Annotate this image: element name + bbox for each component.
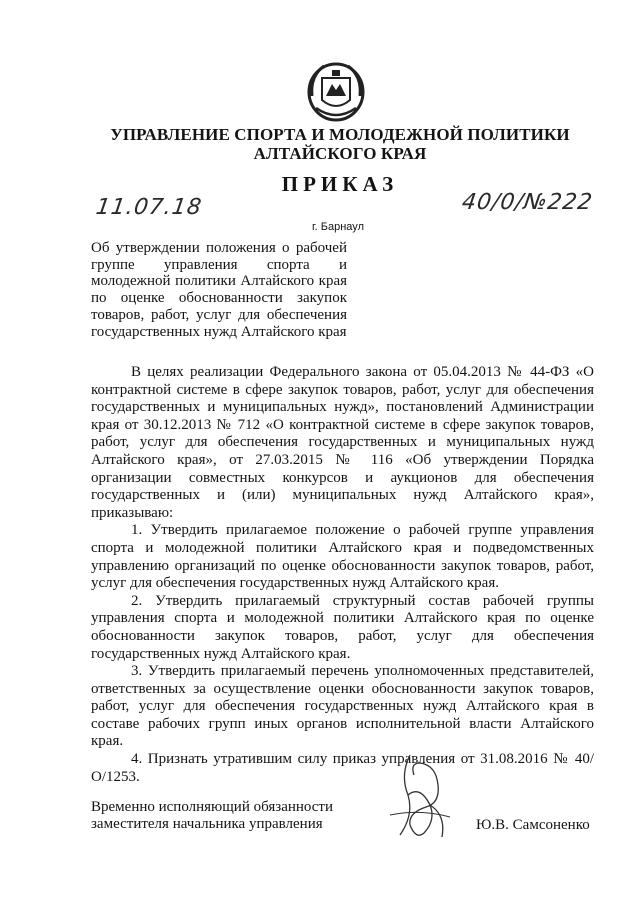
organization-name-line-1: УПРАВЛЕНИЕ СПОРТА И МОЛОДЕЖНОЙ ПОЛИТИКИ	[110, 125, 570, 144]
order-body	[91, 364, 594, 786]
order-item-3: 3. Утвердить прилагаемый перечень уполномоченных представителей, ответственных за осуществление оценки обоснованности закупок товаров, работ, услуг для обеспечения государственных нужд Алтайского края в составе рабочих групп иных органов исполнительной власти Алтайского края.	[91, 663, 594, 750]
signatory-name: Ю.В. Самсоненко	[476, 817, 590, 833]
signatory-position: Временно исполняющий обязанности заместителя начальника управления	[91, 799, 334, 832]
order-title: ПРИКАЗ	[281, 172, 399, 196]
handwritten-signature	[380, 745, 470, 845]
order-number: 40/0/№222	[460, 190, 595, 215]
city-label: г. Барнаул	[312, 221, 364, 233]
coat-of-arms-icon	[302, 56, 370, 124]
organization-name-line-2: АЛТАЙСКОГО КРАЯ	[253, 144, 427, 163]
order-item-1: 1. Утвердить прилагаемое положение о рабочей группе управления спорта и молодежной политики Алтайского края и подведомственных управлению организаций по оценке обоснованности закупок товаров, работ, услуг для обеспечения государственных нужд Алтайского края.	[91, 522, 594, 592]
order-subject: Об утверждении положения о рабочей группе управления спорта и молодежной политики Алтайского края по оценке обоснованности закупок товаров, работ, услуг для обеспечения государственных нужд Алтайского края	[91, 240, 347, 340]
order-item-2: 2. Утвердить прилагаемый структурный состав рабочей группы управления спорта и молодежной политики Алтайского края по оценке обоснованности закупок товаров, работ, услуг для обеспечения государственных нужд Алтайского края.	[91, 592, 594, 662]
order-item-4: 4. Признать утратившим силу приказ управления от 31.08.2016 № 40/О/1253.	[91, 751, 594, 785]
preamble-paragraph: В целях реализации Федерального закона от 05.04.2013 № 44-ФЗ «О контрактной системе в сфере закупок товаров, работ, услуг для обеспечения государственных и муниципальных нужд», постановлений Администрации края от 30.12.2013 № 712 «О контрактной системе в сфере закупок товаров, работ, услуг для обеспечения государственных и муниципальных нужд Алтайского края», от 27.03.2015 № 116 «Об утверждении Порядка организации совместных конкурсов и аукционов для обеспечения государственных и (или) муниципальных нужд Алтайского края», приказываю:	[91, 364, 594, 521]
order-date: 11.07.18	[94, 195, 204, 220]
